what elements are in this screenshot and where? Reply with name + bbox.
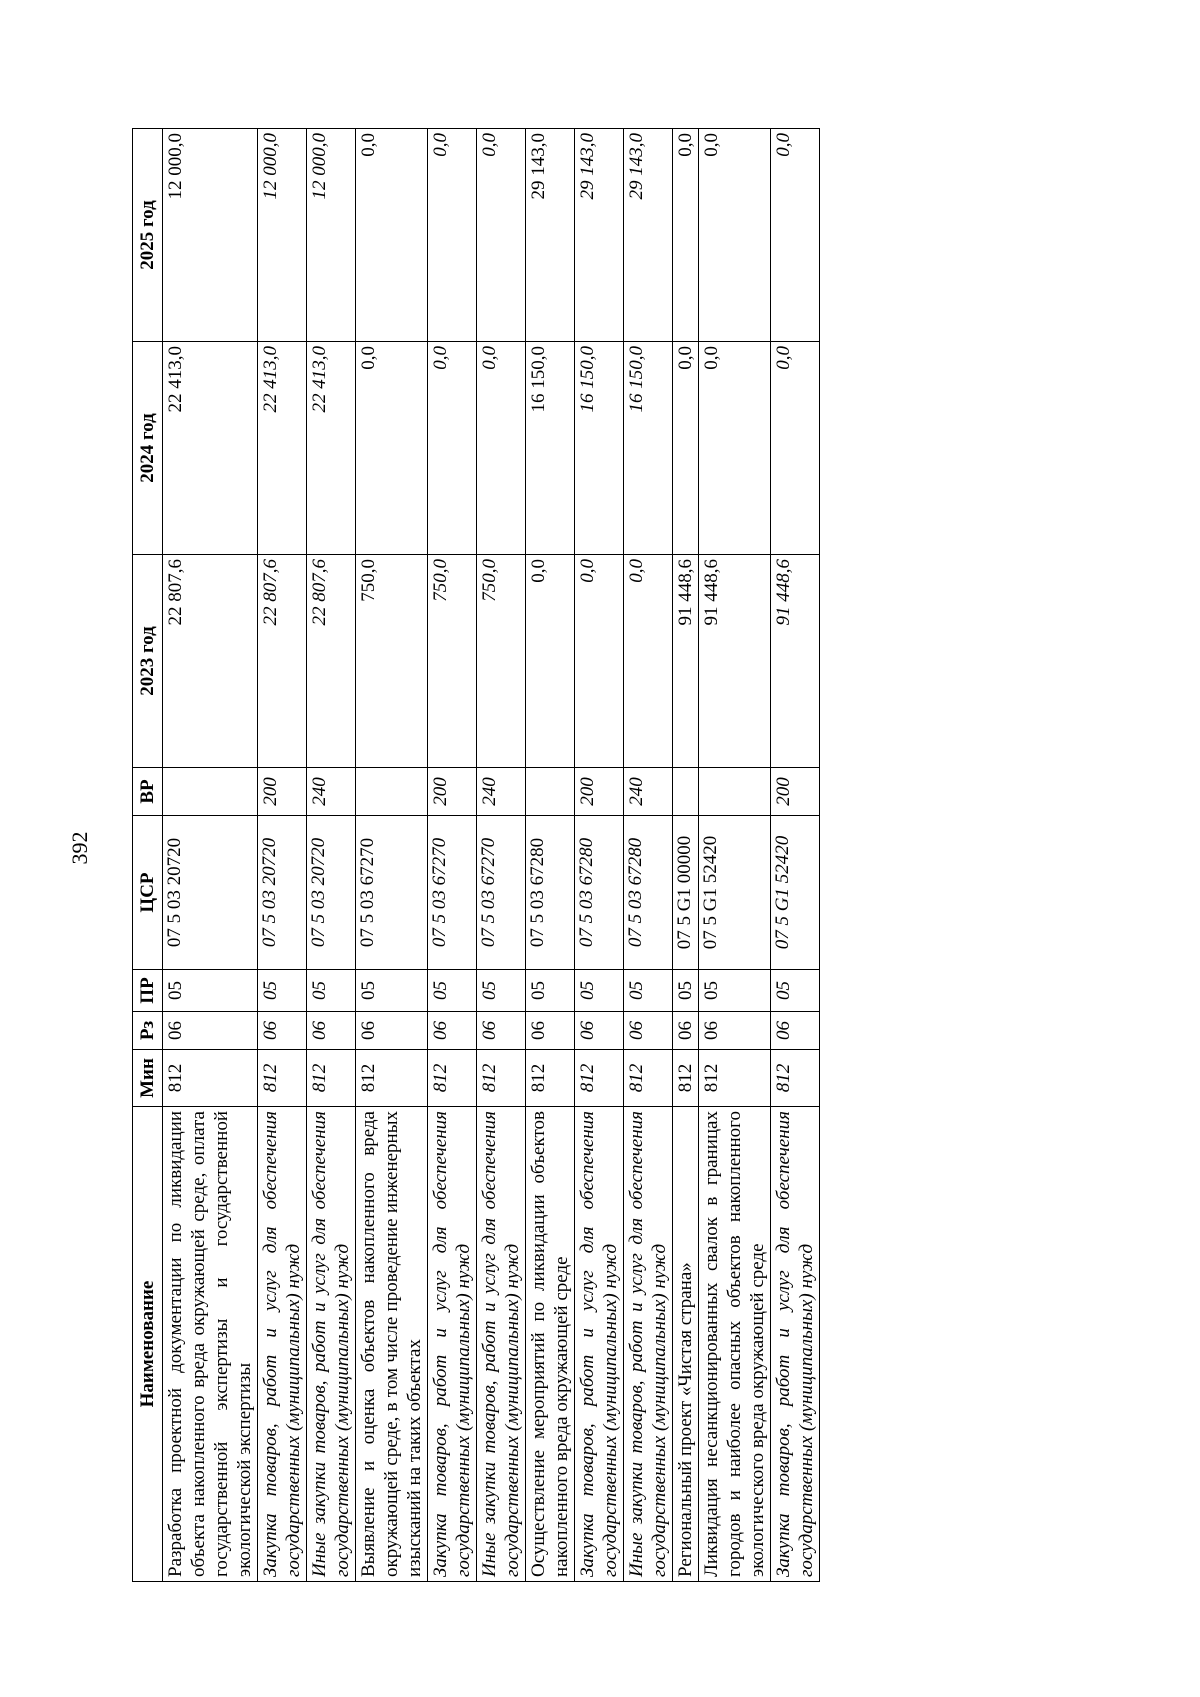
row-vr: 200: [771, 768, 820, 816]
row-2024: 22 413,0: [163, 342, 258, 555]
rotated-table-container: [132, 128, 1070, 1582]
row-min: 812: [575, 1050, 624, 1107]
header-pr: ПР: [133, 970, 163, 1012]
row-rz: 06: [699, 1012, 771, 1050]
row-vr: [699, 768, 771, 816]
row-2023: 750,0: [356, 555, 428, 768]
row-min: 812: [356, 1050, 428, 1107]
row-vr: 200: [575, 768, 624, 816]
row-name: Иные закупки товаров, работ и услуг для обеспечения государственных (муниципальных) нужд: [307, 1107, 356, 1582]
row-2024: 22 413,0: [258, 342, 307, 555]
row-min: 812: [307, 1050, 356, 1107]
row-2023: 91 448,6: [771, 555, 820, 768]
row-2025: 0,0: [428, 129, 477, 342]
row-vr: [526, 768, 575, 816]
row-min: 812: [428, 1050, 477, 1107]
table-row: [699, 129, 771, 1582]
row-csr: 07 5 G1 00000: [673, 816, 699, 970]
row-2024: 0,0: [673, 342, 699, 555]
row-name: Закупка товаров, работ и услуг для обеспечения государственных (муниципальных) нужд: [575, 1107, 624, 1582]
header-csr: ЦСР: [133, 816, 163, 970]
row-rz: 06: [575, 1012, 624, 1050]
row-2024: 16 150,0: [575, 342, 624, 555]
row-2024: 0,0: [428, 342, 477, 555]
row-2025: 12 000,0: [258, 129, 307, 342]
table-row: [307, 129, 356, 1582]
row-vr: 200: [258, 768, 307, 816]
row-2025: 0,0: [477, 129, 526, 342]
budget-table: [132, 128, 820, 1582]
header-2025: 2025 год: [133, 129, 163, 342]
table-row: [771, 129, 820, 1582]
row-vr: 240: [624, 768, 673, 816]
header-vr: ВР: [133, 768, 163, 816]
row-min: 812: [163, 1050, 258, 1107]
row-rz: 06: [428, 1012, 477, 1050]
row-2024: 16 150,0: [624, 342, 673, 555]
row-csr: 07 5 03 20720: [163, 816, 258, 970]
row-pr: 05: [526, 970, 575, 1012]
row-pr: 05: [624, 970, 673, 1012]
row-min: 812: [699, 1050, 771, 1107]
row-2025: 0,0: [771, 129, 820, 342]
table-row: [356, 129, 428, 1582]
row-name: Закупка товаров, работ и услуг для обеспечения государственных (муниципальных) нужд: [771, 1107, 820, 1582]
table-row: [575, 129, 624, 1582]
table-row: [258, 129, 307, 1582]
row-pr: 05: [258, 970, 307, 1012]
row-2024: 0,0: [771, 342, 820, 555]
row-2023: 0,0: [526, 555, 575, 768]
row-pr: 05: [163, 970, 258, 1012]
row-rz: 06: [526, 1012, 575, 1050]
row-rz: 06: [258, 1012, 307, 1050]
row-vr: [356, 768, 428, 816]
row-pr: 05: [771, 970, 820, 1012]
row-name: Ликвидация несанкционированных свалок в границах городов и наиболее опасных объектов накопленного экологического вреда окружающей среде: [699, 1107, 771, 1582]
row-vr: 240: [477, 768, 526, 816]
row-rz: 06: [771, 1012, 820, 1050]
row-2025: 29 143,0: [624, 129, 673, 342]
row-min: 812: [258, 1050, 307, 1107]
row-csr: 07 5 03 20720: [307, 816, 356, 970]
row-pr: 05: [575, 970, 624, 1012]
row-2024: 0,0: [699, 342, 771, 555]
row-2024: 0,0: [477, 342, 526, 555]
header-2023: 2023 год: [133, 555, 163, 768]
row-pr: 05: [307, 970, 356, 1012]
row-2025: 12 000,0: [307, 129, 356, 342]
row-name: Разработка проектной документации по ликвидации объекта накопленного вреда окружающей среде, оплата государственной экспертизы и государственной экологической экспертизы: [163, 1107, 258, 1582]
row-min: 812: [477, 1050, 526, 1107]
row-min: 812: [673, 1050, 699, 1107]
row-2025: 0,0: [699, 129, 771, 342]
table-row: [526, 129, 575, 1582]
row-csr: 07 5 03 67270: [428, 816, 477, 970]
row-2025: 29 143,0: [575, 129, 624, 342]
row-csr: 07 5 G1 52420: [699, 816, 771, 970]
row-2025: 12 000,0: [163, 129, 258, 342]
row-name: Иные закупки товаров, работ и услуг для обеспечения государственных (муниципальных) нужд: [477, 1107, 526, 1582]
row-2025: 0,0: [356, 129, 428, 342]
row-rz: 06: [624, 1012, 673, 1050]
row-2023: 750,0: [477, 555, 526, 768]
row-rz: 06: [673, 1012, 699, 1050]
row-vr: 240: [307, 768, 356, 816]
row-vr: 200: [428, 768, 477, 816]
row-2024: 0,0: [356, 342, 428, 555]
row-csr: 07 5 03 67270: [477, 816, 526, 970]
row-2025: 0,0: [673, 129, 699, 342]
row-2025: 29 143,0: [526, 129, 575, 342]
row-csr: 07 5 03 67280: [526, 816, 575, 970]
row-name: Выявление и оценка объектов накопленного вреда окружающей среде, в том числе проведение инженерных изысканий на таких объектах: [356, 1107, 428, 1582]
row-csr: 07 5 03 20720: [258, 816, 307, 970]
table-row: [624, 129, 673, 1582]
row-2024: 22 413,0: [307, 342, 356, 555]
row-name: Осуществление мероприятий по ликвидации объектов накопленного вреда окружающей среде: [526, 1107, 575, 1582]
row-2023: 0,0: [624, 555, 673, 768]
row-rz: 06: [477, 1012, 526, 1050]
table-row: [428, 129, 477, 1582]
row-csr: 07 5 G1 52420: [771, 816, 820, 970]
row-pr: 05: [356, 970, 428, 1012]
row-min: 812: [624, 1050, 673, 1107]
table-row: [163, 129, 258, 1582]
table-body: [163, 129, 820, 1582]
row-rz: 06: [163, 1012, 258, 1050]
row-2023: 22 807,6: [307, 555, 356, 768]
page-number: 392: [67, 831, 92, 865]
row-name: Закупка товаров, работ и услуг для обеспечения государственных (муниципальных) нужд: [258, 1107, 307, 1582]
row-rz: 06: [307, 1012, 356, 1050]
row-csr: 07 5 03 67270: [356, 816, 428, 970]
table-row: [477, 129, 526, 1582]
row-pr: 05: [699, 970, 771, 1012]
row-pr: 05: [477, 970, 526, 1012]
row-min: 812: [526, 1050, 575, 1107]
header-min: Мин: [133, 1050, 163, 1107]
row-pr: 05: [673, 970, 699, 1012]
row-name: Региональный проект «Чистая страна»: [673, 1107, 699, 1582]
row-pr: 05: [428, 970, 477, 1012]
row-vr: [163, 768, 258, 816]
row-2023: 22 807,6: [163, 555, 258, 768]
header-name: Наименование: [133, 1107, 163, 1582]
header-rz: Рз: [133, 1012, 163, 1050]
table-header-row: [133, 129, 163, 1582]
row-min: 812: [771, 1050, 820, 1107]
row-2024: 16 150,0: [526, 342, 575, 555]
row-2023: 0,0: [575, 555, 624, 768]
row-name: Закупка товаров, работ и услуг для обеспечения государственных (муниципальных) нужд: [428, 1107, 477, 1582]
row-name: Иные закупки товаров, работ и услуг для обеспечения государственных (муниципальных) нужд: [624, 1107, 673, 1582]
row-2023: 91 448,6: [699, 555, 771, 768]
row-vr: [673, 768, 699, 816]
row-2023: 22 807,6: [258, 555, 307, 768]
row-2023: 750,0: [428, 555, 477, 768]
header-2024: 2024 год: [133, 342, 163, 555]
table-row: [673, 129, 699, 1582]
row-csr: 07 5 03 67280: [575, 816, 624, 970]
row-2023: 91 448,6: [673, 555, 699, 768]
row-rz: 06: [356, 1012, 428, 1050]
row-csr: 07 5 03 67280: [624, 816, 673, 970]
